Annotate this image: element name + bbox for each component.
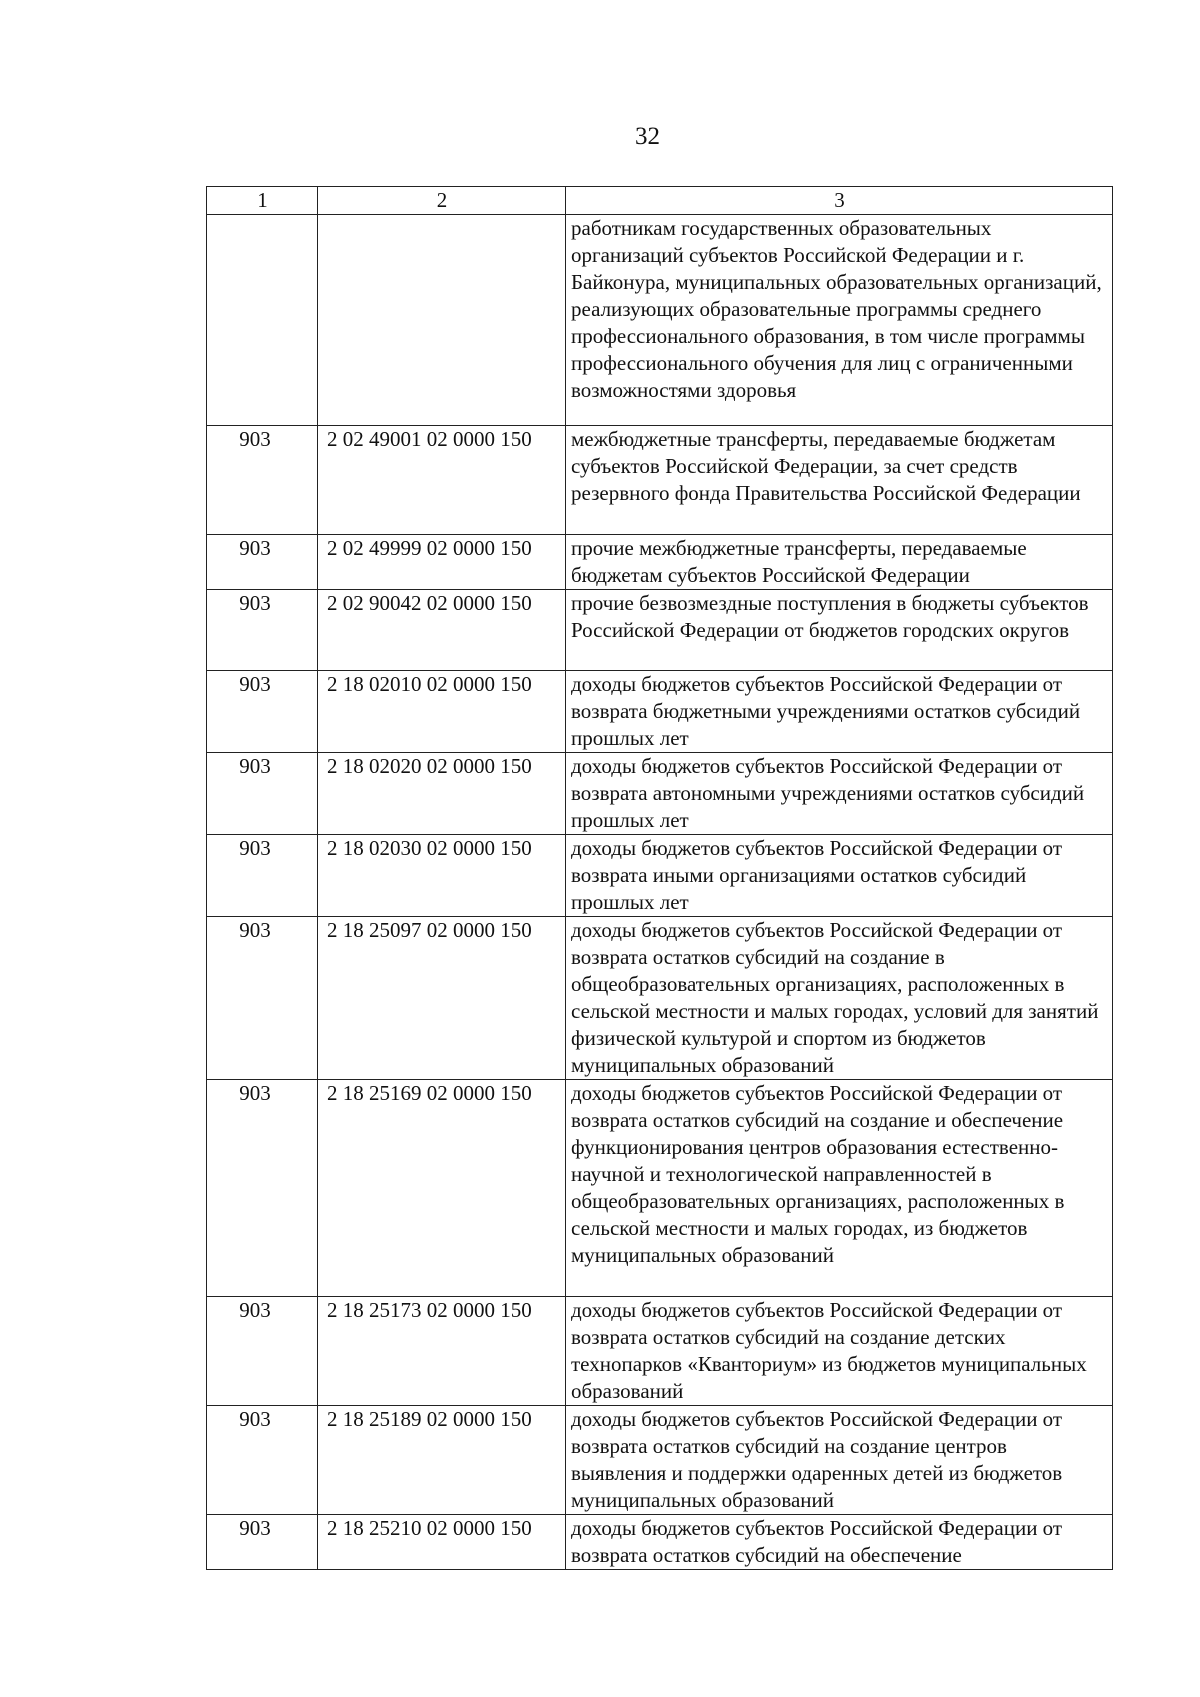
description-cell: доходы бюджетов субъектов Российской Федерации от возврата остатков субсидий на создание и обеспечение функционирования центров образования естественно-научной и технологической направленностей в общеобразовательных организациях, расположенных в сельской местности и малых городах, из бюджетов муниципальных образований [566, 1080, 1113, 1297]
description-cell: доходы бюджетов субъектов Российской Федерации от возврата остатков субсидий на создание центров выявления и поддержки одаренных детей из бюджетов муниципальных образований [566, 1406, 1113, 1515]
table-row [207, 1080, 1113, 1297]
revenue-code-cell: 2 18 25097 02 0000 150 [318, 917, 566, 1080]
description-cell: прочие безвозмездные поступления в бюджеты субъектов Российской Федерации от бюджетов городских округов [566, 590, 1113, 671]
description-cell: доходы бюджетов субъектов Российской Федерации от возврата иными организациями остатков субсидий прошлых лет [566, 835, 1113, 917]
table-row [207, 215, 1113, 426]
admin-code-cell: 903 [207, 590, 318, 671]
revenue-code-cell [318, 215, 566, 426]
table-row [207, 590, 1113, 671]
revenue-codes-table [206, 186, 1113, 1570]
admin-code-cell: 903 [207, 1297, 318, 1406]
table-body [207, 215, 1113, 1570]
revenue-code-cell: 2 18 25173 02 0000 150 [318, 1297, 566, 1406]
admin-code-cell: 903 [207, 753, 318, 835]
description-cell: доходы бюджетов субъектов Российской Федерации от возврата остатков субсидий на создание детских технопарков «Кванториум» из бюджетов муниципальных образований [566, 1297, 1113, 1406]
description-cell: доходы бюджетов субъектов Российской Федерации от возврата остатков субсидий на создание в общеобразовательных организациях, расположенных в сельской местности и малых городах, условий для занятий физической культурой и спортом из бюджетов муниципальных образований [566, 917, 1113, 1080]
admin-code-cell: 903 [207, 1406, 318, 1515]
description-cell: прочие межбюджетные трансферты, передаваемые бюджетам субъектов Российской Федерации [566, 535, 1113, 590]
description-cell: работникам государственных образовательных организаций субъектов Российской Федерации и г. Байконура, муниципальных образовательных организаций, реализующих образовательные программы среднего профессионального образования, в том числе программы профессионального обучения для лиц с ограниченными возможностями здоровья [566, 215, 1113, 426]
table-row [207, 1297, 1113, 1406]
description-cell: межбюджетные трансферты, передаваемые бюджетам субъектов Российской Федерации, за счет средств резервного фонда Правительства Российской Федерации [566, 426, 1113, 535]
table-row [207, 671, 1113, 753]
table-header-row [207, 187, 1113, 215]
admin-code-cell: 903 [207, 535, 318, 590]
revenue-code-cell: 2 18 02030 02 0000 150 [318, 835, 566, 917]
table-row [207, 1515, 1113, 1570]
description-cell: доходы бюджетов субъектов Российской Федерации от возврата автономными учреждениями остатков субсидий прошлых лет [566, 753, 1113, 835]
table-row [207, 535, 1113, 590]
revenue-code-cell: 2 02 49001 02 0000 150 [318, 426, 566, 535]
revenue-code-cell: 2 18 25189 02 0000 150 [318, 1406, 566, 1515]
table-row [207, 426, 1113, 535]
admin-code-cell [207, 215, 318, 426]
table-row [207, 835, 1113, 917]
description-cell: доходы бюджетов субъектов Российской Федерации от возврата остатков субсидий на обеспечение [566, 1515, 1113, 1570]
admin-code-cell: 903 [207, 917, 318, 1080]
page-number: 32 [635, 123, 660, 150]
column-header-1: 1 [207, 187, 318, 215]
table-row [207, 917, 1113, 1080]
revenue-code-cell: 2 18 25210 02 0000 150 [318, 1515, 566, 1570]
revenue-code-cell: 2 18 02010 02 0000 150 [318, 671, 566, 753]
admin-code-cell: 903 [207, 1080, 318, 1297]
revenue-code-cell: 2 18 02020 02 0000 150 [318, 753, 566, 835]
revenue-code-cell: 2 02 49999 02 0000 150 [318, 535, 566, 590]
admin-code-cell: 903 [207, 671, 318, 753]
table-row [207, 753, 1113, 835]
revenue-code-cell: 2 18 25169 02 0000 150 [318, 1080, 566, 1297]
table-row [207, 1406, 1113, 1515]
admin-code-cell: 903 [207, 1515, 318, 1570]
column-header-3: 3 [566, 187, 1113, 215]
description-cell: доходы бюджетов субъектов Российской Федерации от возврата бюджетными учреждениями остатков субсидий прошлых лет [566, 671, 1113, 753]
revenue-code-cell: 2 02 90042 02 0000 150 [318, 590, 566, 671]
admin-code-cell: 903 [207, 426, 318, 535]
admin-code-cell: 903 [207, 835, 318, 917]
column-header-2: 2 [318, 187, 566, 215]
